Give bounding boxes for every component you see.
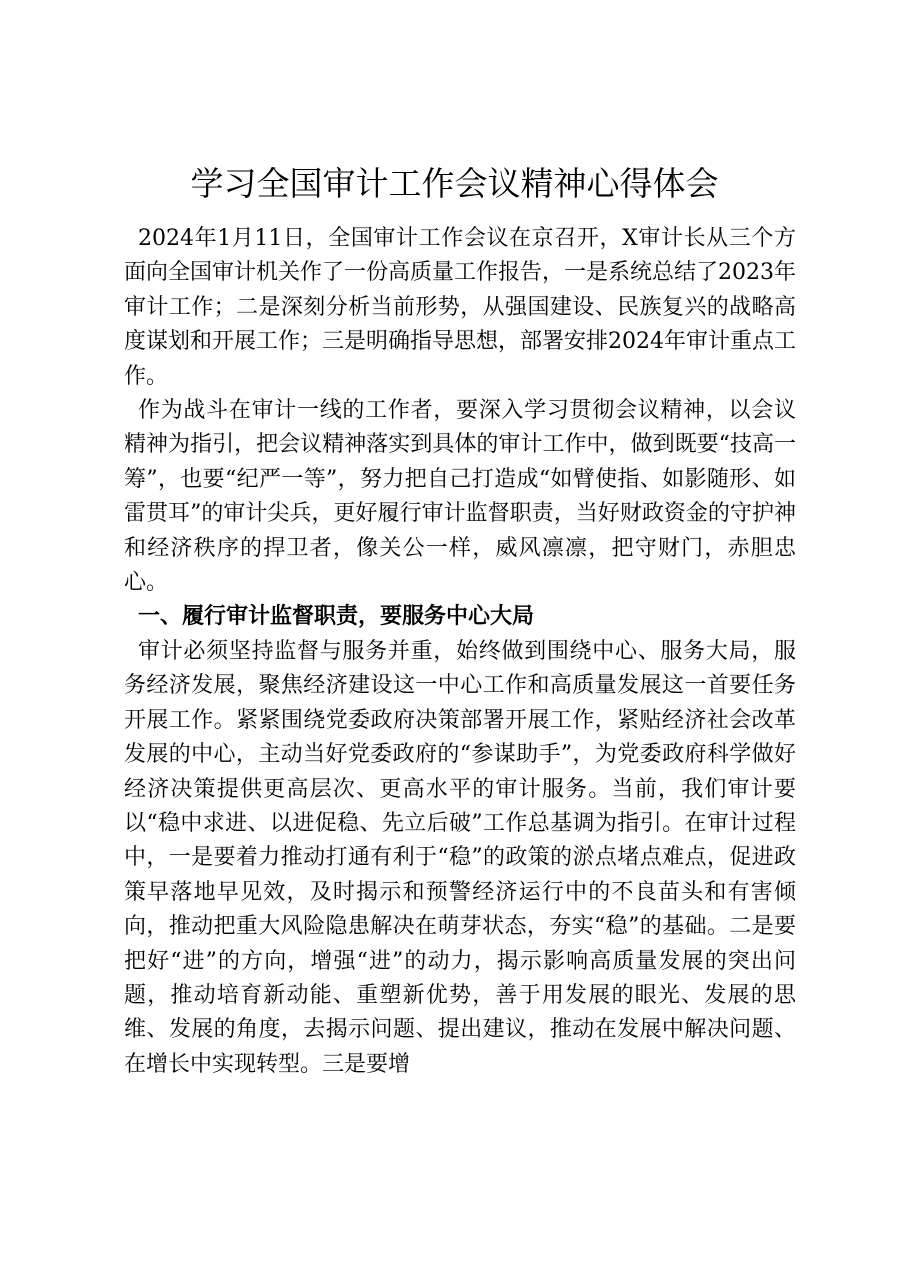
document-title: 学习全国审计工作会议精神心得体会 (190, 164, 719, 203)
section-heading: 一、履行审计监督职责，要服务中心大局 (138, 604, 535, 630)
section-paragraph: 审计必须坚持监督与服务并重，始终做到围绕中心、服务大局，服务经济发展，聚焦经济建设这一中心工作和高质量发展这一首要任务开展工作。紧紧围绕党委政府决策部署开展工作，紧贴经济社会改革发展的中心，主动当好党委政府的“参谋助手”，为党委政府科学做好经济决策提供更高层次、更高水平的审计服务。当前，我们审计要以“稳中求进、以进促稳、先立后破”工作总基调为指引。在审计过程中，一是要着力推动打通有利于“稳”的政策的淤点堵点难点，促进政策早落地早见效，及时揭示和预警经济运行中的不良苗头和有害倾向，推动把重大风险隐患解决在萌芽状态，夯实“稳”的基础。二是要把好“进”的方向，增强“进”的动力，揭示影响高质量发展的突出问题，推动培育新动能、重塑新优势，善于用发展的眼光、发展的思维、发展的角度，去揭示问题、提出建议，推动在发展中解决问题、在增长中实现转型。三是要增 (124, 638, 796, 1077)
intro-paragraph: 2024年1月11日，全国审计工作会议在京召开，X审计长从三个方面向全国审计机关作了一份高质量工作报告，一是系统总结了2023年审计工作；二是深刻分析当前形势，从强国建设、民族复兴的战略高度谋划和开展工作；三是明确指导思想，部署安排2024年审计重点工作。 (124, 226, 796, 389)
document-body (124, 222, 796, 1082)
second-paragraph: 作为战斗在审计一线的工作者，要深入学习贯彻会议精神，以会议精神为指引，把会议精神落实到具体的审计工作中，做到既要“技高一筹”，也要“纪严一等”，努力把自己打造成“如臂使指、如影随形、如雷贯耳”的审计尖兵，更好履行审计监督职责，当好财政资金的守护神和经济秩序的捍卫者，像关公一样，威风凛凛，把守财门，赤胆忠心。 (124, 398, 796, 596)
